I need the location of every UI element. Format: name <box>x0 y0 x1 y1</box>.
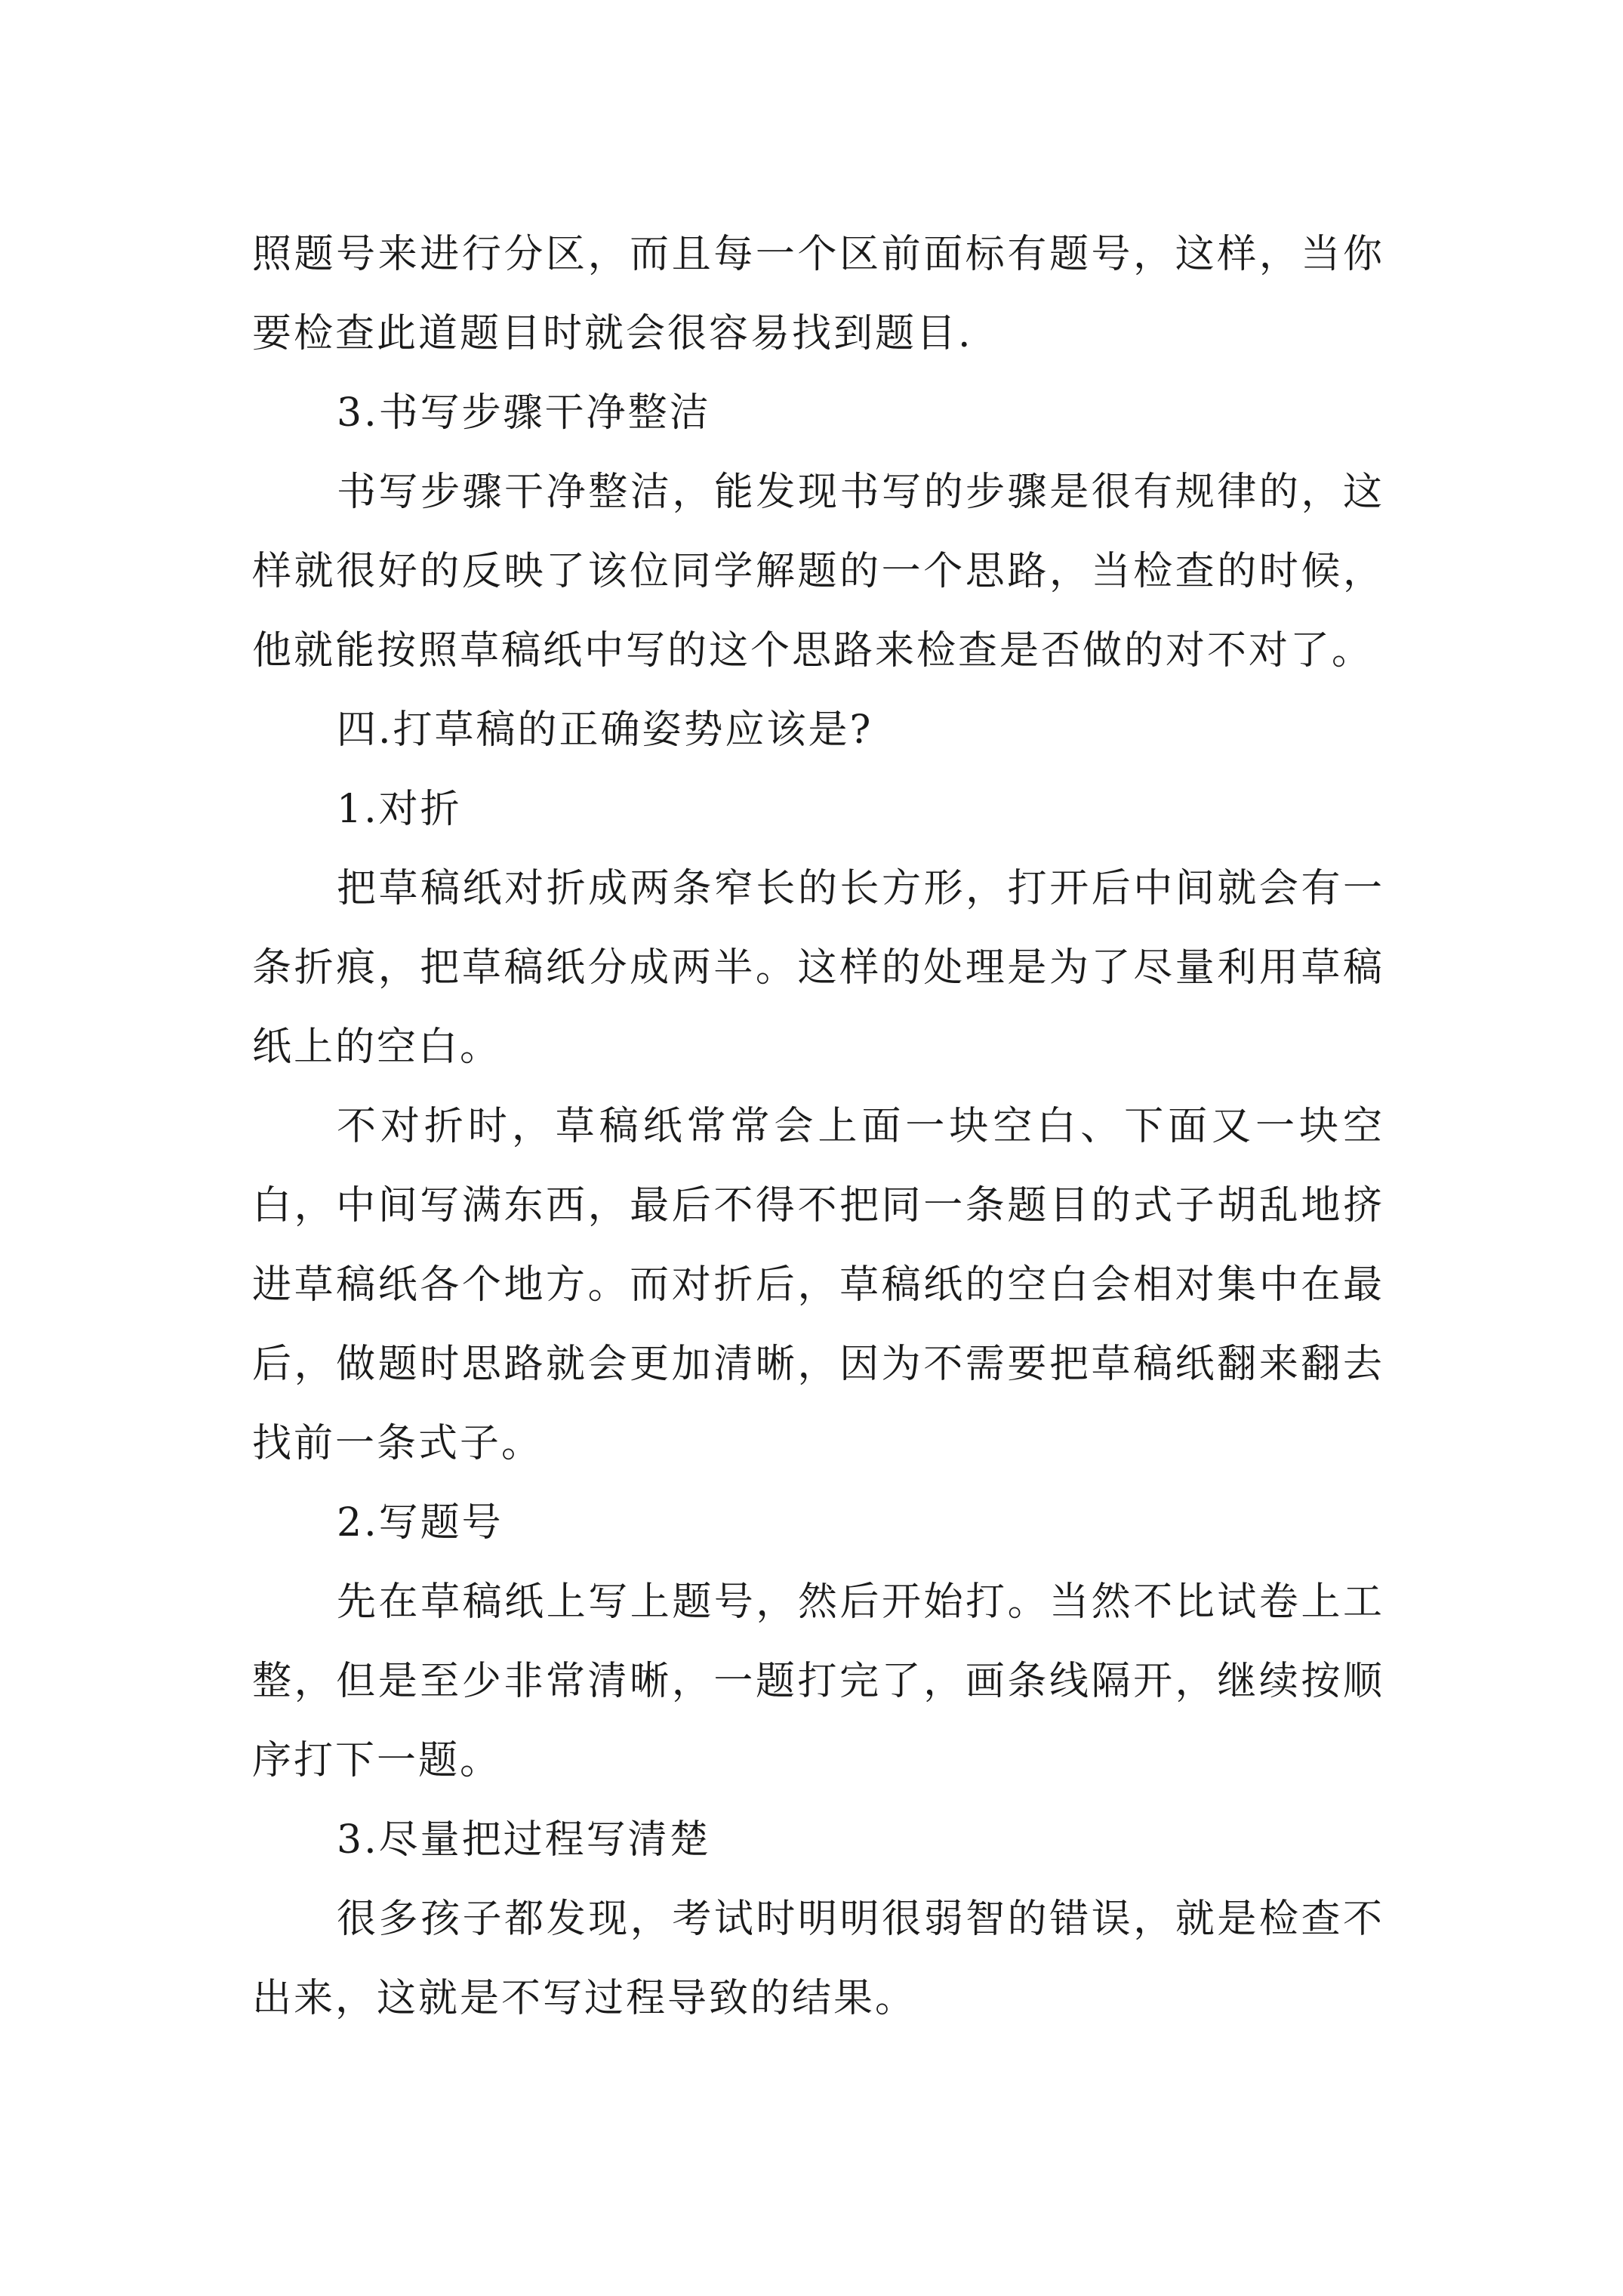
heading-write-number: 2.写题号 <box>337 1500 504 1546</box>
paragraph-partition-by-number: 照题号来进行分区，而且每一个区前面标有题号，这样，当你要检查此道题目时就会很容易找到题目. <box>252 232 1384 356</box>
paragraph-write-number: 先在草稿纸上写上题号，然后开始打。当然不比试卷上工整，但是至少非常清晰，一题打完了，画条线隔开，继续按顺序打下一题。 <box>252 1579 1384 1783</box>
paragraph-write-process: 很多孩子都发现，考试时明明很弱智的错误，就是检查不出来，这就是不写过程导致的结果。 <box>252 1897 1384 2021</box>
document-body <box>252 215 1384 2039</box>
paragraph-fold-benefit: 不对折时，草稿纸常常会上面一块空白、下面又一块空白，中间写满东西，最后不得不把同一条题目的式子胡乱地挤进草稿纸各个地方。而对折后，草稿纸的空白会相对集中在最后，做题时思路就会更加清晰，因为不需要把草稿纸翻来翻去找前一条式子。 <box>252 1104 1384 1466</box>
heading-neat-steps: 3.书写步骤干净整洁 <box>337 390 711 436</box>
paragraph-neat-steps: 书写步骤干净整洁，能发现书写的步骤是很有规律的，这样就很好的反映了该位同学解题的一个思路，当检查的时候，他就能按照草稿纸中写的这个思路来检查是否做的对不对了。 <box>252 470 1384 673</box>
heading-write-process: 3.尽量把过程写清楚 <box>337 1817 711 1863</box>
paragraph-fold-description: 把草稿纸对折成两条窄长的长方形，打开后中间就会有一条折痕，把草稿纸分成两半。这样的处理是为了尽量利用草稿纸上的空白。 <box>252 866 1384 1070</box>
heading-fold: 1.对折 <box>337 787 462 832</box>
heading-correct-posture: 四.打草稿的正确姿势应该是? <box>337 707 873 753</box>
